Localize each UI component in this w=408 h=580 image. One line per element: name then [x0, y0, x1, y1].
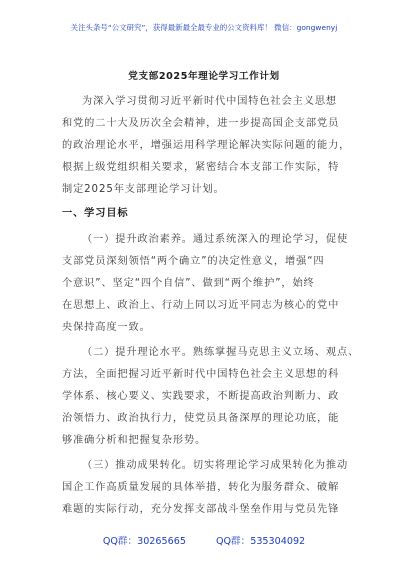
qq-footer: [0, 533, 408, 547]
qq-group-2: QQ群：535304092: [215, 536, 306, 547]
text-line: 治领悟力、政治执行力，使党员具备深厚的理论功底，能: [62, 413, 340, 424]
text-line: 学体系、核心要义、实践要求，不断提高政治判断力、政: [62, 391, 340, 402]
text-line: 在思想上、政治上、行动上同以习近平同志为核心的党中: [62, 300, 340, 311]
document-title: 党支部2025年理论学习工作计划: [128, 71, 280, 82]
goal-paragraph-3: [62, 455, 358, 521]
text-line: 制定2025年支部理论学习计划。: [62, 184, 225, 195]
text-line: 和党的二十大及历次全会精神，进一步提高国企支部党员: [62, 118, 340, 129]
qq-group-1: QQ群：30265665: [102, 536, 186, 547]
text-line: 支部党员深刻领悟“两个确立”的决定性意义，增强“四: [62, 256, 325, 267]
text-line: 央保持高度一致。: [62, 322, 151, 333]
goal-paragraph-1: [62, 229, 358, 339]
text-line: 的政治理论水平，增强运用科学理论解决实际问题的能力，: [62, 140, 351, 151]
text-line: （三）推动成果转化。切实将理论学习成果转化为推动: [82, 460, 349, 471]
text-line: 方法，全面把握习近平新时代中国特色社会主义思想的科: [62, 369, 340, 380]
intro-paragraph: [62, 91, 358, 201]
section-heading: 一、学习目标: [62, 208, 129, 219]
text-line: 国企工作高质量发展的具体举措，转化为服务群众、破解: [62, 482, 340, 493]
text-line: （一）提升政治素养。通过系统深入的理论学习，促使: [82, 234, 349, 245]
goal-paragraph-2: [62, 342, 358, 452]
text-line: 为深入学习贯彻习近平新时代中国特色社会主义思想: [82, 96, 338, 107]
text-line: （二）提升理论水平。熟练掌握马克思主义立场、观点、: [82, 347, 360, 358]
text-line: 够准确分析和把握复杂形势。: [62, 435, 207, 446]
text-line: 根据上级党组织相关要求，紧密结合本支部工作实际，特: [62, 162, 340, 173]
text-line: 难题的实际行动，充分发挥支部战斗堡垒作用与党员先锋: [62, 504, 340, 515]
text-line: 个意识”、坚定“四个自信”、做到“两个维护”，始终: [62, 278, 315, 289]
promo-banner: 关注头条号“公文研究”，获得最新最全最专业的公文资料库！ 微信：gongwenyj: [70, 23, 338, 32]
